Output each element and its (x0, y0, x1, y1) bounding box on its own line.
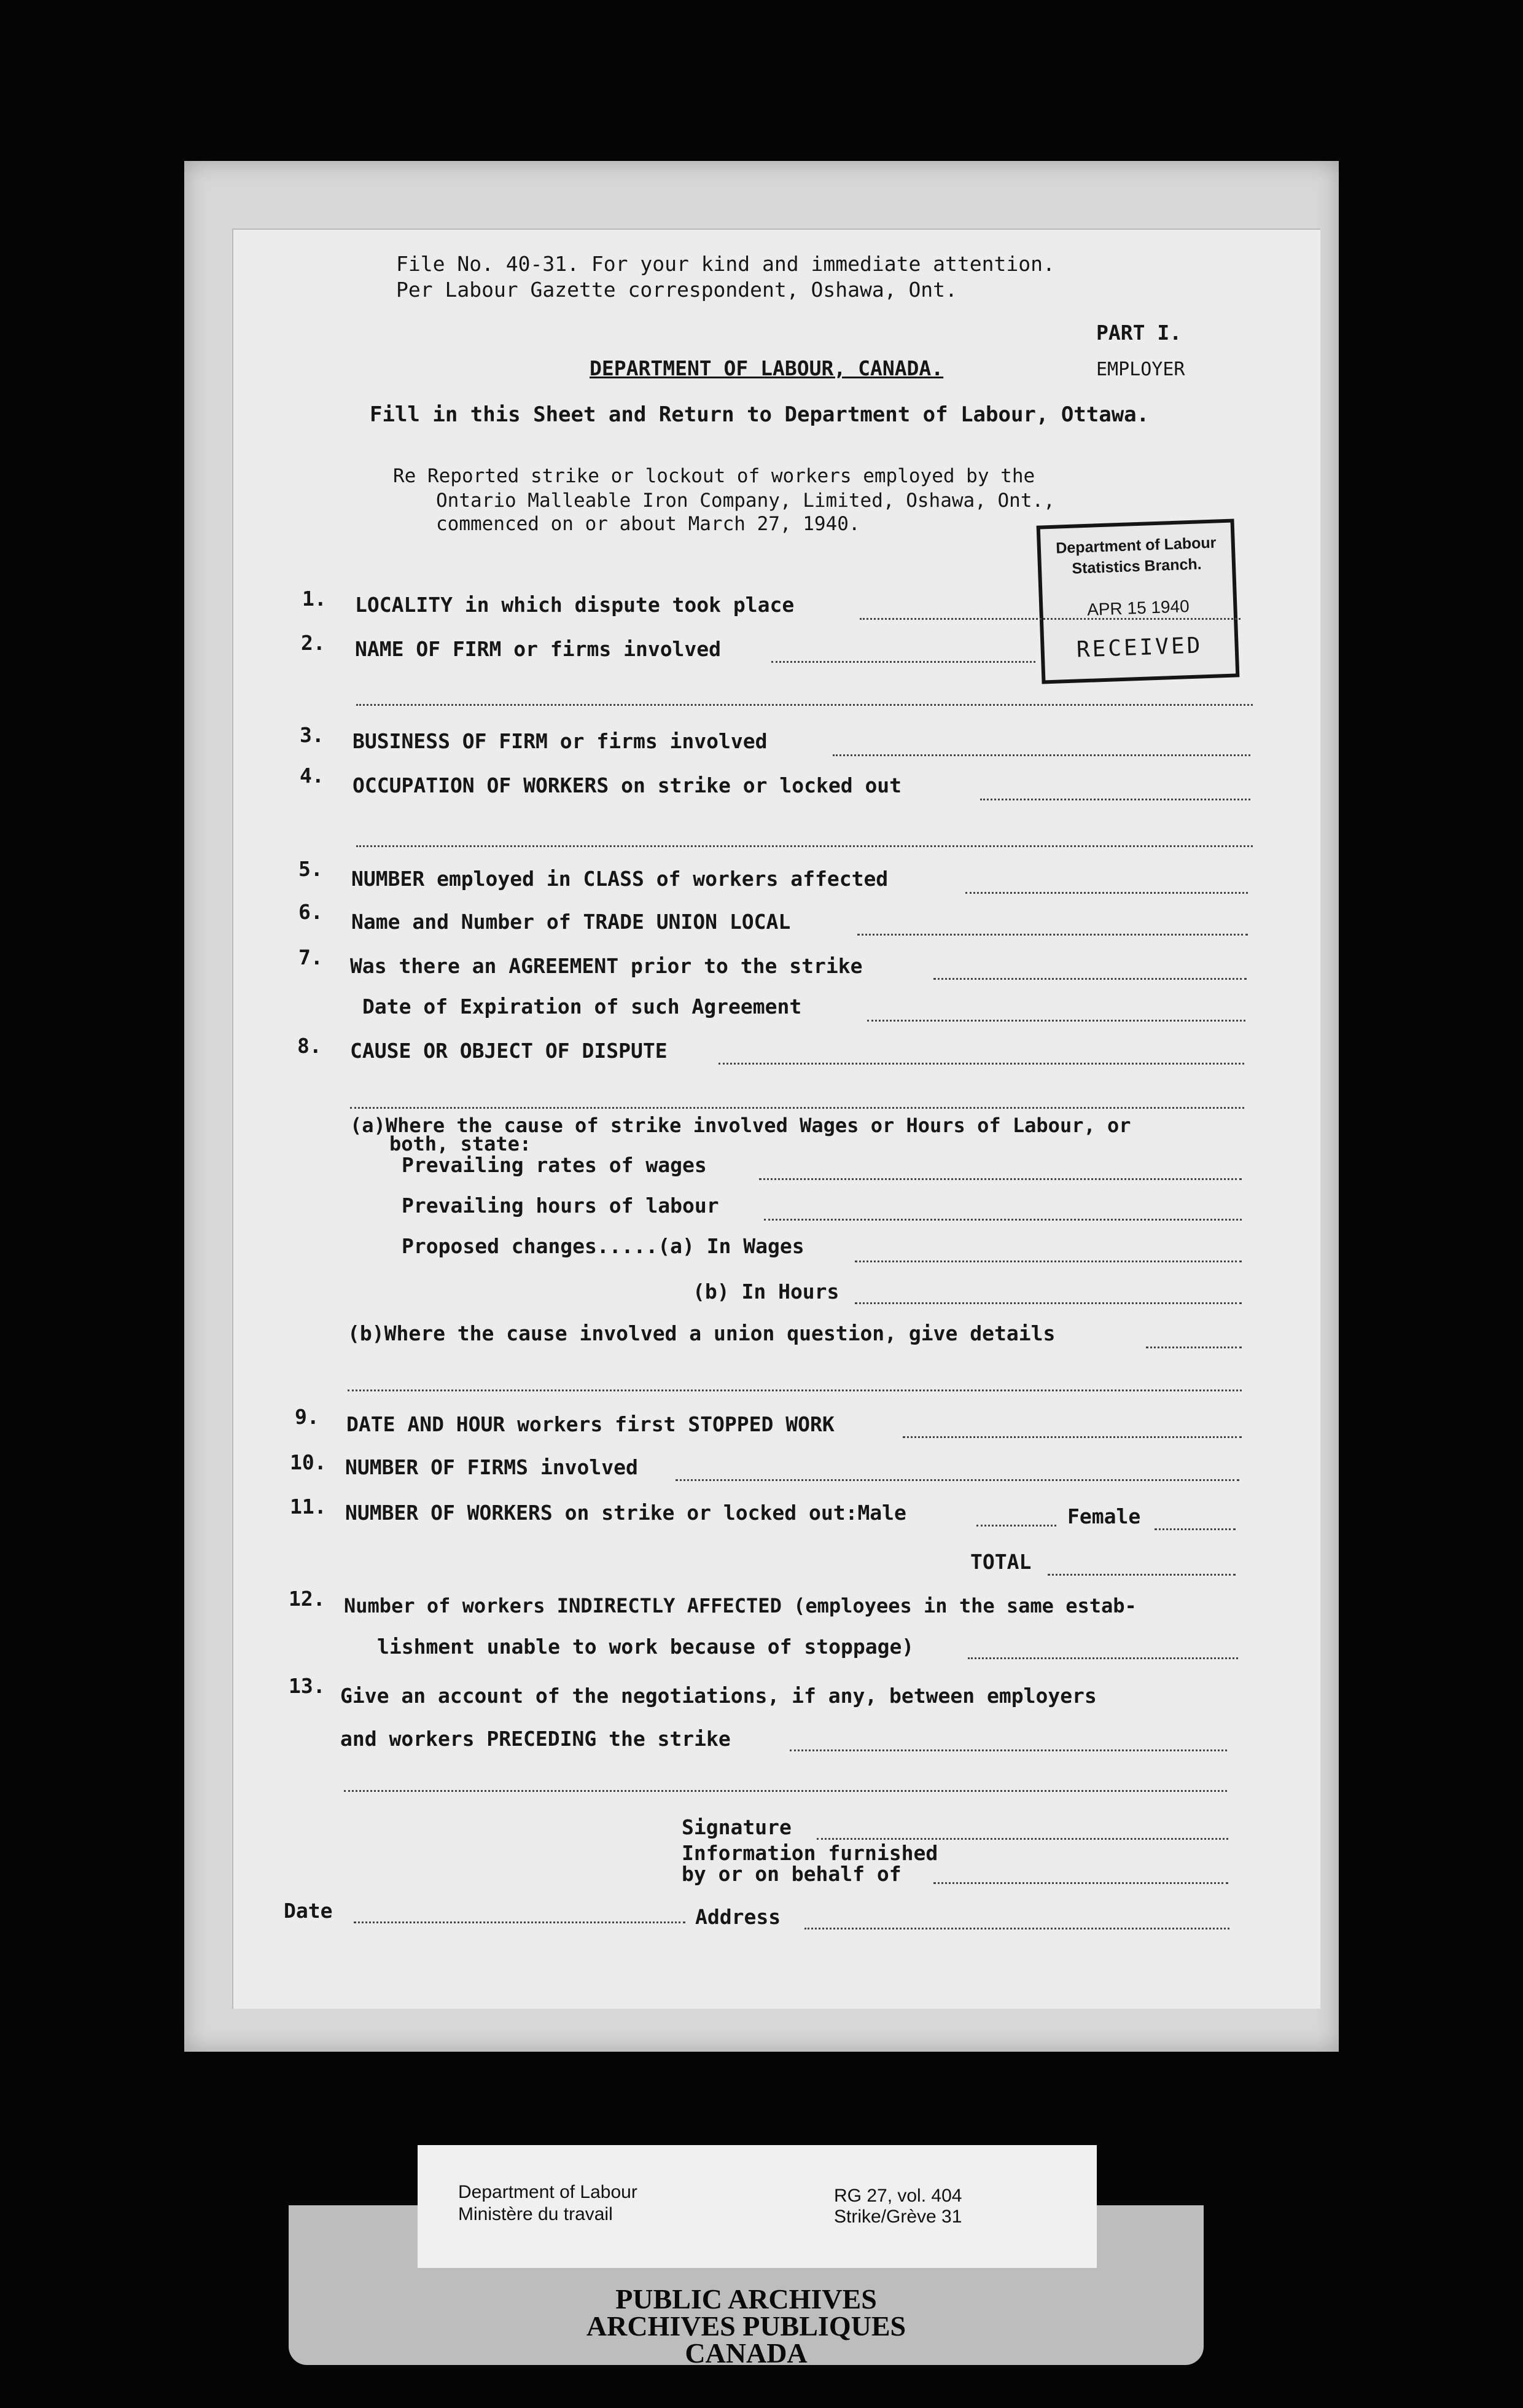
item-negotiations-label: Give an account of the negotiations, if any, between employers (340, 1684, 1097, 1708)
locality-field[interactable] (860, 618, 1241, 620)
prevailing-rates-label: Prevailing rates of wages (402, 1153, 707, 1177)
wages-hours-instruction-2: both, state: (389, 1132, 532, 1155)
item-number: 12. (289, 1587, 325, 1611)
agreement-field[interactable] (933, 978, 1247, 980)
item-firm-name-label: NAME OF FIRM or firms involved (355, 637, 722, 661)
number-firms-field[interactable] (676, 1479, 1239, 1481)
stamp-branch: Statistics Branch. (1071, 555, 1202, 577)
union-local-field[interactable] (857, 934, 1248, 936)
union-question-field-line2[interactable] (348, 1390, 1242, 1391)
wages-hours-instruction: (a)Where the cause of strike involved Wages or Hours of Labour, or (350, 1114, 1131, 1137)
received-stamp (1037, 518, 1240, 684)
item-number: 9. (295, 1405, 319, 1429)
item-locality-label: LOCALITY in which dispute took place (355, 593, 795, 617)
fill-instruction: Fill in this Sheet and Return to Department of Labour, Ottawa. (370, 402, 1150, 427)
item-number: 4. (300, 764, 324, 788)
prevailing-hours-field[interactable] (764, 1219, 1242, 1221)
item-number: 10. (290, 1450, 327, 1474)
item-number: 5. (298, 857, 323, 881)
prevailing-rates-field[interactable] (759, 1178, 1242, 1180)
union-question-field[interactable] (1146, 1347, 1242, 1348)
public-archives-french: ARCHIVES PUBLIQUES (586, 2310, 906, 2342)
item-number-firms-label: NUMBER OF FIRMS involved (345, 1455, 638, 1479)
part-label: PART I. (1096, 321, 1182, 345)
canada-label: CANADA (685, 2337, 808, 2369)
negotiations-field[interactable] (790, 1749, 1227, 1751)
item-cause-label: CAUSE OR OBJECT OF DISPUTE (350, 1039, 668, 1063)
item-stopped-work-label: DATE AND HOUR workers first STOPPED WORK (346, 1412, 835, 1436)
item-number: 11. (290, 1495, 327, 1519)
proposed-wages-field[interactable] (855, 1261, 1242, 1262)
item-indirect-label: Number of workers INDIRECTLY AFFECTED (employees in the same estab- (344, 1594, 1137, 1617)
firm-name-field-line2[interactable] (356, 704, 1253, 706)
re-line-3: commenced on or about March 27, 1940. (436, 513, 860, 535)
item-number: 3. (300, 723, 324, 747)
male-count-field[interactable] (976, 1525, 1056, 1526)
total-count-field[interactable] (1048, 1574, 1236, 1576)
proposed-hours-label: (b) In Hours (693, 1280, 839, 1304)
item-indirect-label-2: lishment unable to work because of stoppage) (377, 1635, 914, 1659)
item-workers-label: NUMBER OF WORKERS on strike or locked out:Male (345, 1501, 906, 1525)
number-employed-field[interactable] (965, 892, 1248, 894)
file-number-line: File No. 40-31. For your kind and immediate attention. (396, 252, 1055, 276)
stamp-department: Department of Labour (1055, 534, 1217, 557)
item-number: 13. (289, 1674, 325, 1698)
department-english: Department of Labour (458, 2182, 637, 2202)
total-label: TOTAL (970, 1550, 1032, 1574)
indirect-field[interactable] (968, 1657, 1238, 1659)
address-field[interactable] (804, 1928, 1229, 1929)
business-field[interactable] (833, 754, 1250, 756)
item-number: 1. (302, 587, 327, 611)
item-number: 8. (297, 1034, 322, 1058)
item-occupation-label: OCCUPATION OF WORKERS on strike or locked out (353, 773, 902, 797)
firm-name-field[interactable] (771, 661, 1035, 663)
signature-field[interactable] (817, 1838, 1228, 1840)
item-agreement-label: Was there an AGREEMENT prior to the strike (350, 954, 863, 978)
agreement-expiration-field[interactable] (867, 1020, 1245, 1022)
negotiations-field-line2[interactable] (344, 1790, 1227, 1792)
re-line-1: Re Reported strike or lockout of workers employed by the (393, 465, 1035, 487)
record-group-reference: RG 27, vol. 404 (834, 2186, 962, 2206)
public-archives-english: PUBLIC ARCHIVES (615, 2283, 877, 2315)
proposed-hours-field[interactable] (855, 1302, 1242, 1304)
cause-field-line2[interactable] (350, 1107, 1244, 1109)
strike-reference: Strike/Grève 31 (834, 2207, 962, 2227)
item-business-label: BUSINESS OF FIRM or firms involved (353, 729, 768, 753)
item-union-label: Name and Number of TRADE UNION LOCAL (351, 910, 791, 934)
agreement-expiration-label: Date of Expiration of such Agreement (362, 995, 802, 1018)
female-label: Female (1067, 1504, 1141, 1528)
department-title: DEPARTMENT OF LABOUR, CANADA. (590, 356, 944, 380)
department-french: Ministère du travail (458, 2204, 613, 2224)
signature-label: Signature (682, 1815, 792, 1839)
behalf-field[interactable] (933, 1882, 1228, 1884)
union-question-label: (b)Where the cause involved a union question, give details (348, 1321, 1056, 1345)
public-archives-plate (289, 2279, 1204, 2377)
stamp-date: APR 15 1940 (1086, 596, 1190, 619)
proposed-changes-label: Proposed changes.....(a) In Wages (402, 1234, 804, 1258)
item-number: 6. (298, 900, 323, 924)
item-number-employed-label: NUMBER employed in CLASS of workers affected (351, 867, 889, 891)
archive-reference-card (418, 2145, 1097, 2268)
item-number: 7. (298, 945, 323, 969)
date-label: Date (284, 1899, 333, 1923)
stopped-work-field[interactable] (903, 1436, 1242, 1438)
correspondent-line: Per Labour Gazette correspondent, Oshawa, Ont. (396, 278, 957, 302)
item-number: 2. (301, 631, 325, 655)
info-behalf-label: by or on behalf of (682, 1862, 902, 1886)
female-count-field[interactable] (1155, 1528, 1236, 1530)
cause-field[interactable] (719, 1063, 1244, 1065)
employer-label: EMPLOYER (1096, 359, 1185, 380)
re-line-2: Ontario Malleable Iron Company, Limited, Oshawa, Ont., (436, 490, 1055, 512)
stamp-received: RECEIVED (1076, 633, 1203, 663)
address-label: Address (695, 1905, 781, 1929)
date-field[interactable] (354, 1921, 685, 1923)
occupation-field[interactable] (980, 799, 1250, 800)
occupation-field-line2[interactable] (356, 845, 1253, 847)
item-negotiations-label-2: and workers PRECEDING the strike (340, 1727, 731, 1751)
prevailing-hours-label: Prevailing hours of labour (402, 1194, 719, 1218)
info-furnished-label: Information furnished (682, 1841, 938, 1865)
